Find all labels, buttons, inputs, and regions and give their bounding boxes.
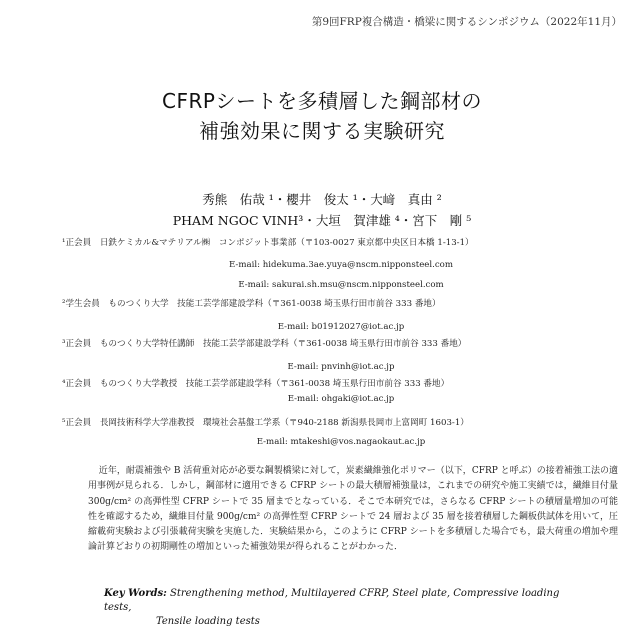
- email-4: E-mail: ohgaki@iot.ac.jp: [287, 394, 395, 404]
- email-3: E-mail: pnvinh@iot.ac.jp: [287, 362, 395, 372]
- paper-title: [0, 86, 644, 146]
- keywords-line-2: Tensile loading tests: [156, 616, 260, 627]
- keywords-label: Key Words:: [104, 588, 167, 599]
- affiliation-4: ⁴正会員 ものつくり大学教授 技能工芸学部建設学科（〒361-0038 埼玉県行田市前谷 333 番地）: [62, 379, 450, 389]
- affiliation-5: ⁵正会員 長岡技術科学大学准教授 環境社会基盤工学系（〒940-2188 新潟県長岡市上富岡町 1603-1）: [62, 418, 469, 428]
- conference-header: 第9回FRP複合構造・橋梁に関するシンポジウム（2022年11月）: [311, 16, 622, 28]
- abstract: [88, 464, 618, 556]
- author-list: [0, 189, 644, 231]
- affiliation-1: ¹正会員 日鉄ケミカル&マテリアル㈱ コンポジット事業部（〒103-0027 東京都中央区日本橋 1-13-1）: [62, 238, 474, 248]
- title-line-1: CFRPシートを多積層した鋼部材の: [162, 89, 482, 113]
- keywords-line-1: Strengthening method, Multilayered CFRP, Steel plate, Compressive loading tests,: [104, 588, 560, 613]
- author-line-1: 秀熊 佑哉 ¹・櫻井 俊太 ¹・大﨑 真由 ²: [202, 192, 442, 207]
- author-line-2: PHAM NGOC VINH³・大垣 賀津雄 ⁴・宮下 剛 ⁵: [172, 213, 472, 228]
- email-1b: E-mail: sakurai.sh.msu@nscm.nipponsteel.com: [238, 280, 444, 290]
- affiliation-2: ²学生会員 ものつくり大学 技能工芸学部建設学科（〒361-0038 埼玉県行田市前谷 333 番地）: [62, 299, 441, 309]
- keywords: [104, 587, 584, 629]
- abstract-text: 近年，耐震補強や B 活荷重対応が必要な鋼製橋梁に対して，炭素繊維強化ポリマー（以下，CFRP と呼ぶ）の接着補強工法の適用事例が見られる．しかし，鋼部材に適用できる CFRP シートの最大積層補強量は，これまでの研究や施工実績では，繊維目付量 300g/cm² の高弾性型 CFRP シートで 35 層までとなっている．そこで本研究では，さらなる CFRP シートの積層量増加の可能性を確認するため，繊維目付量 900g/cm² の高弾性型 CFRP シートで 24 層および 35 層を接着積層した鋼板供試体を用いて，圧縮載荷実験および引張載荷実験を実施した．実験結果から，このように CFRP シートを多積層した場合でも，最大荷重の増加や理論計算どおりの初期剛性の増加といった補強効果が得られることがわかった．: [88, 466, 618, 553]
- email-5: E-mail: mtakeshi@vos.nagaokaut.ac.jp: [256, 437, 426, 447]
- email-1a: E-mail: hidekuma.3ae.yuya@nscm.nipponsteel.com: [228, 260, 453, 270]
- email-2: E-mail: b01912027@iot.ac.jp: [277, 322, 405, 332]
- title-line-2: 補強効果に関する実験研究: [199, 119, 445, 143]
- affiliation-3: ³正会員 ものつくり大学特任講師 技能工芸学部建設学科（〒361-0038 埼玉県行田市前谷 333 番地）: [62, 339, 467, 349]
